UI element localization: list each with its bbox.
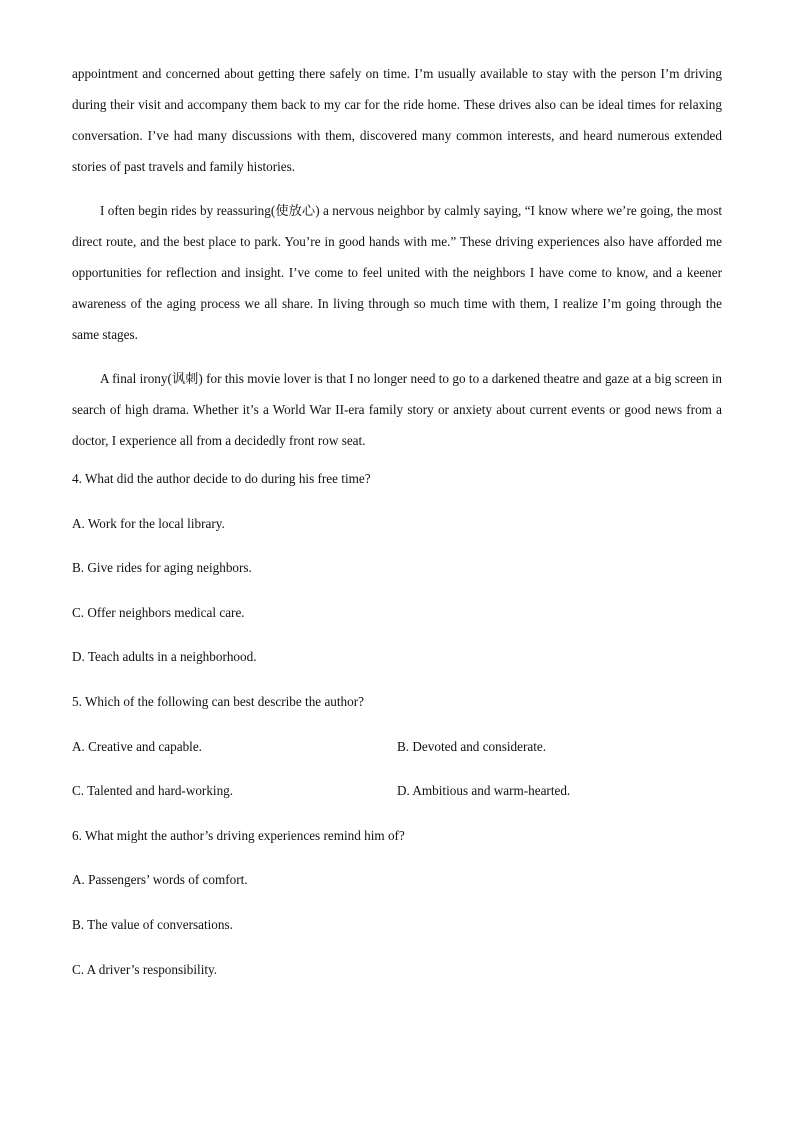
option-row bbox=[72, 781, 722, 801]
option-c: C. Talented and hard-working. bbox=[72, 783, 234, 799]
question-stem: 5. Which of the following can best describe the author? bbox=[72, 693, 364, 709]
option-d: D. Teach adults in a neighborhood. bbox=[72, 649, 257, 665]
question-stem: 4. What did the author decide to do during his free time? bbox=[72, 471, 371, 486]
option-a: A. Creative and capable. bbox=[72, 738, 202, 754]
passage-paragraph-3: A final irony(讽刺) for this movie lover is that I no longer need to go to a darkened theatre and gaze at a big screen in search of high drama. Whether it’s a World War II-era family story or anxiety about current events or good news from a doctor, I experience all from a decidedly front row seat. bbox=[72, 371, 722, 448]
option-b: B. Devoted and considerate. bbox=[397, 738, 547, 754]
question-4 bbox=[72, 469, 722, 667]
option-d: D. Ambitious and warm-hearted. bbox=[397, 783, 571, 799]
option-c: C. A driver’s responsibility. bbox=[72, 961, 218, 977]
option-a: A. Passengers’ words of comfort. bbox=[72, 872, 248, 888]
option-b: B. Give rides for aging neighbors. bbox=[72, 560, 252, 576]
document-body bbox=[72, 58, 722, 1004]
option-c: C. Offer neighbors medical care. bbox=[72, 604, 245, 620]
passage-paragraph-2: I often begin rides by reassuring(使放心) a nervous neighbor by calmly saying, “I know where we’re going, the most direct route, and the best place to park. You’re in good hands with me.” These driving experiences also have afforded me opportunities for reflection and insight. I’ve come to feel united with the neighbors I have come to know, and a keener awareness of the aging process we all share. In living through so much time with them, I realize I’m going through the same stages. bbox=[72, 203, 722, 342]
question-5 bbox=[72, 692, 722, 801]
question-stem: 6. What might the author’s driving experiences remind him of? bbox=[72, 827, 405, 843]
option-b: B. The value of conversations. bbox=[72, 916, 233, 932]
option-row bbox=[72, 737, 722, 757]
question-6 bbox=[72, 826, 722, 980]
option-a: A. Work for the local library. bbox=[72, 515, 225, 531]
passage-paragraph-1: appointment and concerned about getting there safely on time. I’m usually available to stay with the person I’m driving during their visit and accompany them back to my car for the ride home. These drives also can be ideal times for relaxing conversation. I’ve had many discussions with them, discovered many common interests, and heard numerous extended stories of past travels and family histories. bbox=[72, 66, 722, 174]
